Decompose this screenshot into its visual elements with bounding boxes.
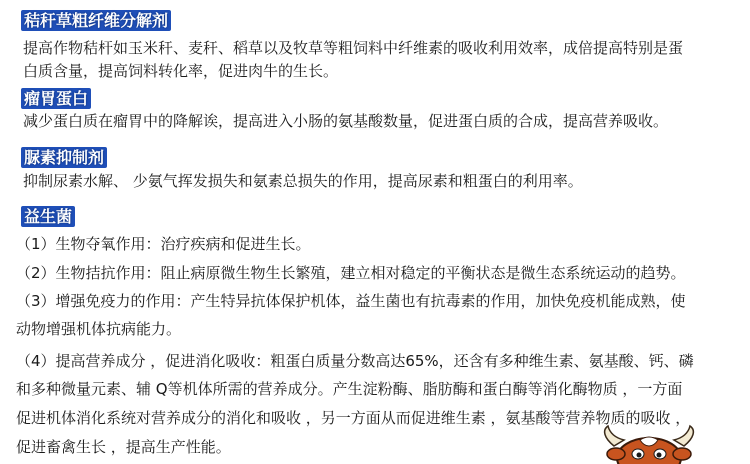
section-title-rumen-protein: 瘤胃蛋白	[21, 88, 91, 109]
section-4-line-4: 动物增强机体抗病能力。	[16, 320, 182, 338]
section-title-probiotics: 益生菌	[21, 206, 75, 227]
section-3-line-1: 抑制尿素水解、 少氨气挥发损失和氨素总损失的作用，提高尿素和粗蛋白的利用率。	[23, 172, 583, 190]
section-title-urea-inhibitor: 脲素抑制剂	[21, 147, 107, 168]
section-4-line-6: 和多种微量元素、辅 Q等机体所需的营养成分。产生淀粉酶、脂肪酶和蛋白酶等消化酶物质 ，一方面	[16, 380, 683, 398]
section-2-line-1: 减少蛋白质在瘤胃中的降解诶，提高进入小肠的氨基酸数量，促进蛋白质的合成，提高营养吸收。	[23, 112, 669, 130]
section-4-line-5: （4）提高营养成分 ，促进消化吸收：粗蛋白质量分数高达65%，还含有多种维生素、氨基酸、钙、磷	[16, 352, 694, 370]
section-4-line-8: 促进畜禽生长 ，提高生产性能。	[16, 438, 231, 456]
section-1-line-1: 提高作物秸杆如玉米秆、麦秆、稻草以及牧草等粗饲料中纤维素的吸收利用效率，成倍提高特别是蛋	[23, 39, 684, 57]
section-4-line-1: （1）生物夺氧作用：治疗疾病和促进生长。	[16, 235, 311, 253]
section-title-fiber-decomposer: 秸秆草粗纤维分解剂	[21, 10, 171, 31]
cow-mascot-icon	[596, 424, 702, 464]
section-1-line-2: 白质含量，提高饲料转化率，促进肉牛的生长。	[23, 62, 339, 80]
section-4-line-3: （3）增强免疫力的作用：产生特异抗体保护机体，益生菌也有抗毒素的作用，加快免疫机能成熟，使	[16, 292, 686, 310]
section-4-line-2: （2）生物拮抗作用：阻止病原微生物生长繁殖，建立相对稳定的平衡状态是微生态系统运动的趋势。	[16, 264, 686, 282]
section-4-line-7: 促进机体消化系统对营养成分的消化和吸收 ，另一方面从而促进维生素 ，氨基酸等营养物质的吸收 ，	[16, 409, 691, 427]
